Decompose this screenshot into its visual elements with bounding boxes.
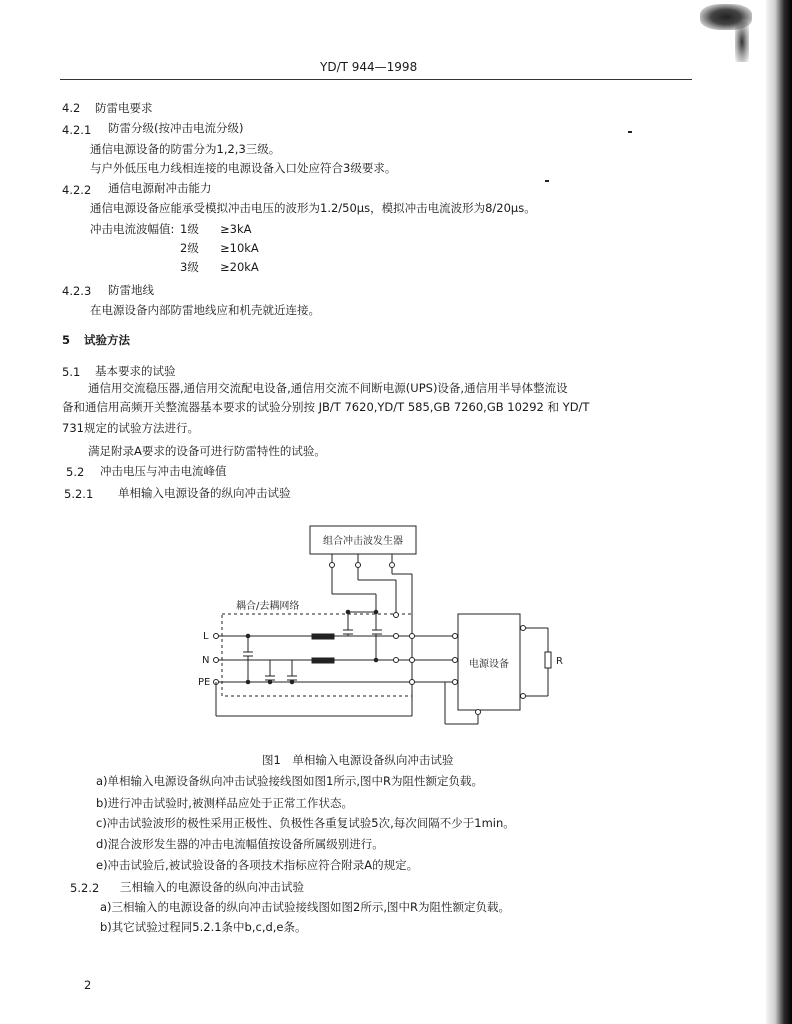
- list-item: e)冲击试验后,被试验设备的各项技术指标应符合附录A的规定。: [96, 858, 419, 872]
- grade-value: ≥10kA: [220, 241, 259, 255]
- device-label: 电源设备: [469, 659, 509, 670]
- paragraph-line: 731规定的试验方法进行。: [62, 421, 199, 435]
- resistor-label: R: [556, 656, 563, 667]
- grade-value: ≥3kA: [220, 222, 252, 236]
- load-resistor: [545, 652, 551, 668]
- list-item: c)冲击试验波形的极性采用正极性、负极性各重复试验5次,每次间隔不少于1min。: [96, 816, 515, 830]
- grade-value: ≥20kA: [220, 260, 259, 274]
- coupling-network-box: [222, 614, 412, 696]
- section-5-2-2-number: 5.2.2: [70, 881, 100, 895]
- section-5-1-title: 基本要求的试验: [95, 364, 176, 378]
- grade-label: 1级: [180, 222, 199, 236]
- paragraph-line: 备和通信用高频开关整流器基本要求的试验分别按 JB/T 7620,YD/T 585,GB 7260,GB 10292 和 YD/T: [62, 400, 590, 414]
- list-item: d)混合波形发生器的冲击电流幅值按设备所属级别进行。: [96, 837, 384, 851]
- paragraph-line: 与户外低压电力线相连接的电源设备入口处应符合3级要求。: [90, 161, 397, 175]
- section-5-2-2-title: 三相输入的电源设备的纵向冲击试验: [120, 880, 304, 894]
- section-5-2-1-title: 单相输入电源设备的纵向冲击试验: [118, 486, 291, 500]
- list-item: a)单相输入电源设备纵向冲击试验接线图如图1所示,图中R为阻性额定负载。: [96, 774, 483, 788]
- paragraph-line: 在电源设备内部防雷地线应和机壳就近连接。: [90, 303, 320, 317]
- section-5-number: 5: [62, 333, 71, 347]
- line-label-l: L: [203, 631, 209, 642]
- section-5-2-title: 冲击电压与冲击电流峰值: [100, 464, 227, 478]
- network-label: 耦合/去耦网络: [236, 601, 300, 612]
- section-4-2-3-number: 4.2.3: [62, 284, 92, 298]
- list-item: a)三相输入的电源设备的纵向冲击试验接线图如图2所示,图中R为阻性额定负载。: [100, 900, 510, 914]
- section-5-2-1-number: 5.2.1: [64, 487, 94, 501]
- list-item: b)进行冲击试验时,被测样品应处于正常工作状态。: [96, 796, 353, 810]
- section-4-2-2-title: 通信电源耐冲击能力: [108, 181, 212, 195]
- section-4-2-1-title: 防雷分级(按冲击电流分级): [108, 121, 244, 135]
- section-5-1-number: 5.1: [62, 365, 81, 379]
- section-5-title: 试验方法: [84, 333, 130, 347]
- list-item: b)其它试验过程同5.2.1条中b,c,d,e条。: [100, 920, 307, 934]
- paragraph-line: 通信电源设备应能承受模拟冲击电压的波形为1.2/50μs，模拟冲击电流波形为8/20μs。: [90, 201, 536, 215]
- paragraph-line: 满足附录A要求的设备可进行防雷特性的试验。: [88, 444, 326, 458]
- grade-label: 3级: [180, 260, 199, 274]
- document-code: YD/T 944—1998: [320, 60, 418, 74]
- section-5-2-number: 5.2: [66, 465, 85, 479]
- grade-label: 2级: [180, 241, 199, 255]
- paragraph-line: 通信电源设备的防雷分为1,2,3三级。: [90, 142, 281, 156]
- section-4-2-title: 防雷电要求: [95, 101, 153, 115]
- line-label-n: N: [202, 655, 210, 666]
- page-number: 2: [84, 978, 92, 992]
- generator-label: 组合冲击波发生器: [323, 536, 403, 547]
- section-4-2-3-title: 防雷地线: [108, 283, 154, 297]
- paragraph-line: 通信用交流稳压器,通信用交流配电设备,通信用交流不间断电源(UPS)设备,通信用半导体整流设: [88, 381, 568, 395]
- figure-caption: 图1 单相输入电源设备纵向冲击试验: [262, 753, 454, 767]
- section-4-2-1-number: 4.2.1: [62, 123, 92, 137]
- section-4-2-number: 4.2: [62, 101, 81, 115]
- line-label-pe: PE: [198, 677, 211, 688]
- table-label: 冲击电流波幅值:: [90, 222, 175, 236]
- section-4-2-2-number: 4.2.2: [62, 183, 92, 197]
